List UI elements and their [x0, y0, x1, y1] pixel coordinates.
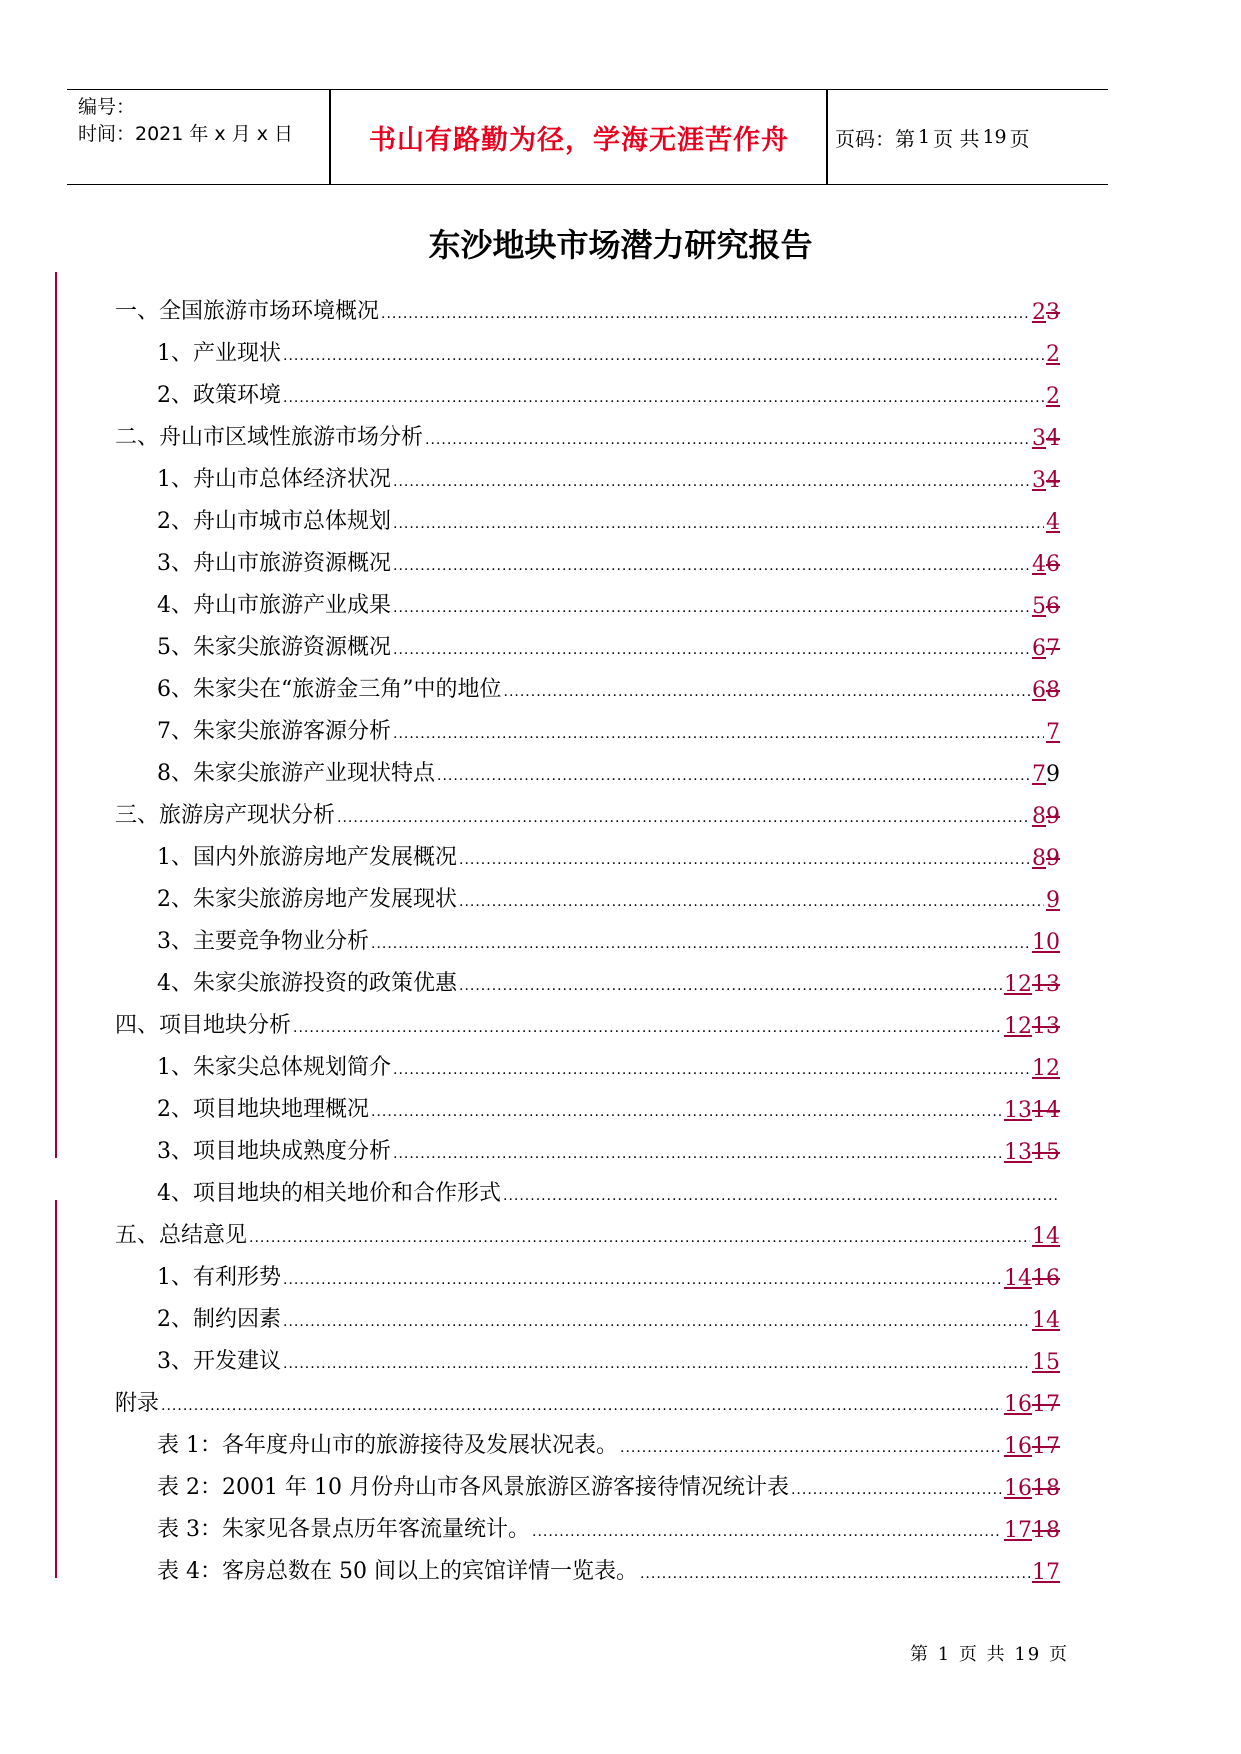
toc-entry[interactable]	[115, 997, 1060, 1039]
inserted-page-number: 17	[1004, 1518, 1032, 1543]
page-prefix: 页码：第	[835, 126, 915, 151]
toc-entry[interactable]	[115, 1333, 1060, 1375]
inserted-page-number: 17	[1032, 1560, 1060, 1585]
toc-entry-title: 二、舟山市区域性旅游市场分析	[115, 425, 424, 450]
toc-leader-dots	[283, 349, 1044, 363]
document-title: 东沙地块市场潜力研究报告	[428, 226, 813, 264]
deleted-page-number: 15	[1032, 1140, 1060, 1165]
toc-entry[interactable]	[115, 1417, 1060, 1459]
toc-entry[interactable]	[115, 1291, 1060, 1333]
toc-page-number	[1032, 1308, 1060, 1333]
toc-entry-title: 8、朱家尖旅游产业现状特点	[157, 761, 435, 786]
deleted-page-number: 9	[1046, 846, 1060, 871]
toc-page-number	[1032, 1224, 1060, 1249]
inserted-page-number: 16	[1004, 1434, 1032, 1459]
time-label: 时间：2021 年 x 月 x 日	[78, 123, 294, 145]
toc-entry[interactable]	[115, 1207, 1060, 1249]
revision-bar	[55, 272, 57, 1158]
toc-page-number	[1032, 804, 1060, 829]
inserted-page-number: 7	[1032, 762, 1046, 787]
deleted-page-number: 6	[1046, 594, 1060, 619]
header-divider	[329, 90, 331, 184]
deleted-page-number: 16	[1032, 1266, 1060, 1291]
toc-leader-dots	[249, 1231, 1030, 1245]
toc-entry[interactable]	[115, 283, 1060, 325]
toc-leader-dots	[371, 937, 1030, 951]
toc-leader-dots	[283, 1273, 1002, 1287]
toc-page-number	[1032, 300, 1060, 325]
toc-entry-title: 4、舟山市旅游产业成果	[157, 593, 391, 618]
toc-leader-dots	[393, 727, 1044, 741]
toc-leader-dots	[393, 475, 1030, 489]
toc-entry-title: 7、朱家尖旅游客源分析	[157, 719, 391, 744]
toc-entry[interactable]	[115, 1501, 1060, 1543]
toc-entry-title: 2、项目地块地理概况	[157, 1097, 369, 1122]
toc-page-number	[1004, 972, 1060, 997]
toc-entry[interactable]	[115, 451, 1060, 493]
toc-leader-dots	[437, 769, 1030, 783]
toc-entry-title: 2、政策环境	[157, 383, 281, 408]
toc-entry-title: 1、有利形势	[157, 1265, 281, 1290]
toc-entry-title: 表 4：客房总数在 50 间以上的宾馆详情一览表。	[157, 1559, 638, 1584]
header-meta	[78, 94, 328, 148]
inserted-page-number: 14	[1004, 1266, 1032, 1291]
toc-entry-title: 3、项目地块成熟度分析	[157, 1139, 391, 1164]
toc-entry[interactable]	[115, 1543, 1060, 1585]
toc-entry-title: 一、全国旅游市场环境概况	[115, 299, 380, 324]
toc-entry[interactable]	[115, 577, 1060, 619]
inserted-page-number: 8	[1032, 804, 1046, 829]
toc-entry[interactable]	[115, 871, 1060, 913]
inserted-page-number: 2	[1032, 300, 1046, 325]
inserted-page-number: 9	[1046, 888, 1060, 913]
toc-leader-dots	[640, 1567, 1030, 1581]
toc-leader-dots	[393, 517, 1044, 531]
toc-leader-dots	[459, 853, 1030, 867]
toc-page-number	[1004, 1434, 1060, 1459]
toc-page-number	[1032, 762, 1060, 787]
toc-entry[interactable]	[115, 787, 1060, 829]
toc-entry[interactable]	[115, 619, 1060, 661]
toc-entry-title: 表 1：各年度舟山市的旅游接待及发展状况表。	[157, 1433, 618, 1458]
plain-page-number: 9	[1046, 762, 1060, 787]
toc-entry[interactable]	[115, 703, 1060, 745]
toc-leader-dots	[393, 643, 1030, 657]
toc-entry[interactable]	[115, 661, 1060, 703]
inserted-page-number: 12	[1032, 1056, 1060, 1081]
deleted-page-number: 13	[1032, 972, 1060, 997]
toc-leader-dots	[503, 1189, 1058, 1203]
toc-entry-title: 1、朱家尖总体规划简介	[157, 1055, 391, 1080]
inserted-page-number: 14	[1032, 1308, 1060, 1333]
inserted-page-number: 14	[1032, 1224, 1060, 1249]
toc-entry-title: 2、朱家尖旅游房地产发展现状	[157, 887, 457, 912]
toc-leader-dots	[504, 685, 1031, 699]
inserted-page-number: 3	[1032, 468, 1046, 493]
deleted-page-number: 17	[1032, 1434, 1060, 1459]
toc-entry[interactable]	[115, 745, 1060, 787]
toc-page-number	[1004, 1014, 1060, 1039]
inserted-page-number: 4	[1046, 510, 1060, 535]
page-total: 19	[982, 126, 1007, 148]
toc-page-number	[1032, 468, 1060, 493]
deleted-page-number: 17	[1032, 1392, 1060, 1417]
toc-entry-title: 3、舟山市旅游资源概况	[157, 551, 391, 576]
toc-leader-dots	[459, 979, 1002, 993]
inserted-page-number: 12	[1004, 972, 1032, 997]
inserted-page-number: 12	[1004, 1014, 1032, 1039]
deleted-page-number: 18	[1032, 1518, 1060, 1543]
toc-entry[interactable]	[115, 367, 1060, 409]
page-suffix: 页	[1009, 126, 1030, 151]
inserted-page-number: 16	[1004, 1476, 1032, 1501]
toc-leader-dots	[791, 1483, 1002, 1497]
toc-page-number	[1004, 1518, 1060, 1543]
toc-leader-dots	[393, 559, 1030, 573]
toc-entry-title: 4、项目地块的相关地价和合作形式	[157, 1181, 501, 1206]
toc-page-number	[1004, 1266, 1060, 1291]
toc-entry[interactable]	[115, 1039, 1060, 1081]
deleted-page-number: 13	[1032, 1014, 1060, 1039]
toc-page-number	[1032, 636, 1060, 661]
toc-leader-dots	[620, 1441, 1002, 1455]
deleted-page-number: 4	[1046, 426, 1060, 451]
toc-leader-dots	[283, 391, 1044, 405]
inserted-page-number: 6	[1032, 678, 1046, 703]
page-mid: 页 共	[933, 126, 980, 151]
toc-entry[interactable]	[115, 493, 1060, 535]
toc-leader-dots	[161, 1399, 1002, 1413]
toc-leader-dots	[393, 1147, 1002, 1161]
toc-leader-dots	[393, 601, 1030, 615]
deleted-page-number: 9	[1046, 804, 1060, 829]
deleted-page-number: 4	[1046, 468, 1060, 493]
toc-entry-title: 4、朱家尖旅游投资的政策优惠	[157, 971, 457, 996]
deleted-page-number: 7	[1046, 636, 1060, 661]
page-footer: 第 1 页 共 19 页	[910, 1644, 1069, 1665]
toc-page-number	[1046, 342, 1060, 367]
revision-bar	[55, 1200, 57, 1578]
page-current: 1	[918, 126, 931, 148]
toc-entry[interactable]	[115, 325, 1060, 367]
toc-leader-dots	[283, 1357, 1030, 1371]
number-label: 编号：	[78, 96, 136, 118]
deleted-page-number: 6	[1046, 552, 1060, 577]
toc-entry-title: 四、项目地块分析	[115, 1013, 292, 1038]
toc-entry[interactable]	[115, 955, 1060, 997]
toc-leader-dots	[283, 1315, 1030, 1329]
inserted-page-number: 10	[1032, 930, 1060, 955]
toc-page-number	[1032, 594, 1060, 619]
toc-entry[interactable]	[115, 1081, 1060, 1123]
toc-page-number	[1046, 384, 1060, 409]
toc-entry-title: 5、朱家尖旅游资源概况	[157, 635, 391, 660]
header-table	[67, 89, 1108, 185]
inserted-page-number: 6	[1032, 636, 1046, 661]
inserted-page-number: 16	[1004, 1392, 1032, 1417]
deleted-page-number: 14	[1032, 1098, 1060, 1123]
toc-entry-title: 3、开发建议	[157, 1349, 281, 1374]
toc-entry[interactable]	[115, 1249, 1060, 1291]
toc-leader-dots	[532, 1525, 1002, 1539]
deleted-page-number: 8	[1046, 678, 1060, 703]
toc-entry-title: 2、舟山市城市总体规划	[157, 509, 391, 534]
toc-entry[interactable]	[115, 535, 1060, 577]
inserted-page-number: 13	[1004, 1140, 1032, 1165]
toc-page-number	[1046, 888, 1060, 913]
toc-page-number	[1032, 1560, 1060, 1585]
toc-entry-title: 三、旅游房产现状分析	[115, 803, 336, 828]
toc-page-number	[1004, 1476, 1060, 1501]
toc-entry[interactable]	[115, 1375, 1060, 1417]
toc-entry-title: 附录	[115, 1391, 160, 1416]
inserted-page-number: 8	[1032, 846, 1046, 871]
toc-page-number	[1032, 426, 1060, 451]
toc-leader-dots	[393, 1063, 1030, 1077]
toc-page-number	[1032, 678, 1060, 703]
inserted-page-number: 13	[1004, 1098, 1032, 1123]
toc-page-number	[1046, 720, 1060, 745]
inserted-page-number: 2	[1046, 342, 1060, 367]
toc-leader-dots	[425, 433, 1030, 447]
deleted-page-number: 3	[1046, 300, 1060, 325]
header-motto: 书山有路勤为径，学海无涯苦作舟	[369, 124, 789, 156]
toc-entry-title: 表 3：朱家见各景点历年客流量统计。	[157, 1517, 530, 1542]
toc-page-number	[1032, 552, 1060, 577]
toc-entry-title: 6、朱家尖在“旅游金三角”中的地位	[157, 677, 502, 702]
toc-entry[interactable]	[115, 829, 1060, 871]
deleted-page-number: 18	[1032, 1476, 1060, 1501]
inserted-page-number: 4	[1032, 552, 1046, 577]
toc-entry-title: 2、制约因素	[157, 1307, 281, 1332]
inserted-page-number: 7	[1046, 720, 1060, 745]
toc-leader-dots	[459, 895, 1044, 909]
toc-entry-title: 3、主要竞争物业分析	[157, 929, 369, 954]
inserted-page-number: 15	[1032, 1350, 1060, 1375]
toc-leader-dots	[293, 1021, 1002, 1035]
table-of-contents	[115, 283, 1060, 1585]
inserted-page-number: 2	[1046, 384, 1060, 409]
toc-page-number	[1032, 1056, 1060, 1081]
toc-page-number	[1004, 1392, 1060, 1417]
toc-entry-title: 五、总结意见	[115, 1223, 248, 1248]
toc-entry-title: 表 2：2001 年 10 月份舟山市各风景旅游区游客接待情况统计表	[157, 1475, 789, 1500]
inserted-page-number: 3	[1032, 426, 1046, 451]
toc-page-number	[1032, 930, 1060, 955]
toc-page-number	[1032, 1350, 1060, 1375]
toc-page-number	[1004, 1098, 1060, 1123]
toc-entry-title: 1、舟山市总体经济状况	[157, 467, 391, 492]
toc-leader-dots	[371, 1105, 1002, 1119]
toc-entry[interactable]	[115, 1165, 1060, 1207]
header-page-info	[835, 90, 1030, 184]
toc-leader-dots	[381, 307, 1030, 321]
toc-page-number	[1046, 510, 1060, 535]
toc-entry[interactable]	[115, 1123, 1060, 1165]
toc-page-number	[1032, 846, 1060, 871]
toc-entry[interactable]	[115, 913, 1060, 955]
toc-entry-title: 1、国内外旅游房地产发展概况	[157, 845, 457, 870]
toc-entry[interactable]	[115, 1459, 1060, 1501]
toc-entry-title: 1、产业现状	[157, 341, 281, 366]
toc-page-number	[1004, 1140, 1060, 1165]
toc-leader-dots	[337, 811, 1030, 825]
header-divider	[826, 90, 828, 184]
toc-entry[interactable]	[115, 409, 1060, 451]
inserted-page-number: 5	[1032, 594, 1046, 619]
